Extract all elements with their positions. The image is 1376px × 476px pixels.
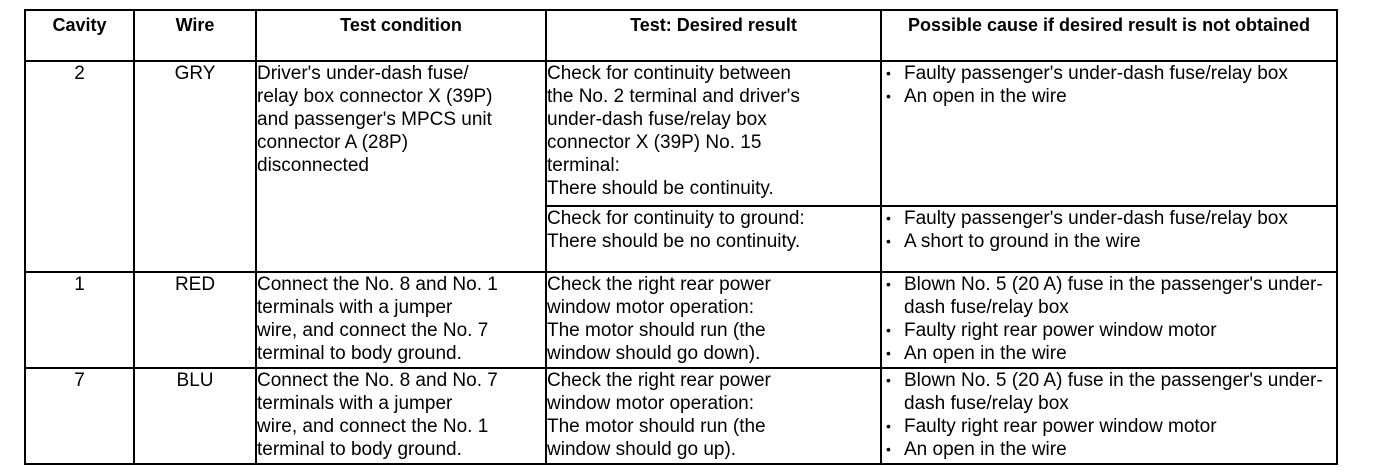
cause-list xyxy=(882,62,1336,108)
cause-item: • A short to ground in the wire xyxy=(882,230,1336,253)
header-test-condition: Test condition xyxy=(256,10,546,61)
header-cavity: Cavity xyxy=(25,10,134,61)
cause-item: • Faulty right rear power window motor xyxy=(882,415,1336,438)
desired-result-cell: Check for continuity to ground: There should be no continuity. xyxy=(546,206,881,272)
table-row xyxy=(25,368,1337,464)
test-condition-cell: Connect the No. 8 and No. 1 terminals with a jumper wire, and connect the No. 7 terminal to body ground. xyxy=(256,272,546,368)
wire-cell: BLU xyxy=(134,368,256,464)
cause-item: • Blown No. 5 (20 A) fuse in the passenger's under-dash fuse/relay box xyxy=(882,369,1336,415)
possible-cause-cell xyxy=(881,61,1337,206)
cause-item: • Faulty passenger's under-dash fuse/relay box xyxy=(882,62,1336,85)
desired-result-cell: Check for continuity between the No. 2 terminal and driver's under-dash fuse/relay box connector X (39P) No. 15 terminal: There should be continuity. xyxy=(546,61,881,206)
cause-list xyxy=(882,273,1336,365)
cause-list xyxy=(882,207,1336,253)
possible-cause-cell xyxy=(881,206,1337,272)
header-desired-result: Test: Desired result xyxy=(546,10,881,61)
cavity-cell: 2 xyxy=(25,61,134,272)
cause-item: • An open in the wire xyxy=(882,85,1336,108)
header-wire: Wire xyxy=(134,10,256,61)
cavity-cell: 7 xyxy=(25,368,134,464)
desired-result-cell: Check the right rear power window motor operation: The motor should run (the window should go up). xyxy=(546,368,881,464)
cause-item: • An open in the wire xyxy=(882,438,1336,461)
header-row xyxy=(25,10,1337,61)
table-row xyxy=(25,272,1337,368)
test-condition-cell: Driver's under-dash fuse/ relay box connector X (39P) and passenger's MPCS unit connector A (28P) disconnected xyxy=(256,61,546,272)
test-condition-cell: Connect the No. 8 and No. 7 terminals with a jumper wire, and connect the No. 1 terminal to body ground. xyxy=(256,368,546,464)
cause-item: • Faulty passenger's under-dash fuse/relay box xyxy=(882,207,1336,230)
cause-list xyxy=(882,369,1336,461)
troubleshooting-table xyxy=(24,9,1338,465)
possible-cause-cell xyxy=(881,368,1337,464)
cause-item: • Blown No. 5 (20 A) fuse in the passenger's under-dash fuse/relay box xyxy=(882,273,1336,319)
cause-item: • Faulty right rear power window motor xyxy=(882,319,1336,342)
wire-cell: RED xyxy=(134,272,256,368)
possible-cause-cell xyxy=(881,272,1337,368)
desired-result-cell: Check the right rear power window motor operation: The motor should run (the window should go down). xyxy=(546,272,881,368)
header-possible-cause: Possible cause if desired result is not obtained xyxy=(881,10,1337,61)
cavity-cell: 1 xyxy=(25,272,134,368)
cause-item: • An open in the wire xyxy=(882,342,1336,365)
table-row xyxy=(25,61,1337,206)
wire-cell: GRY xyxy=(134,61,256,272)
